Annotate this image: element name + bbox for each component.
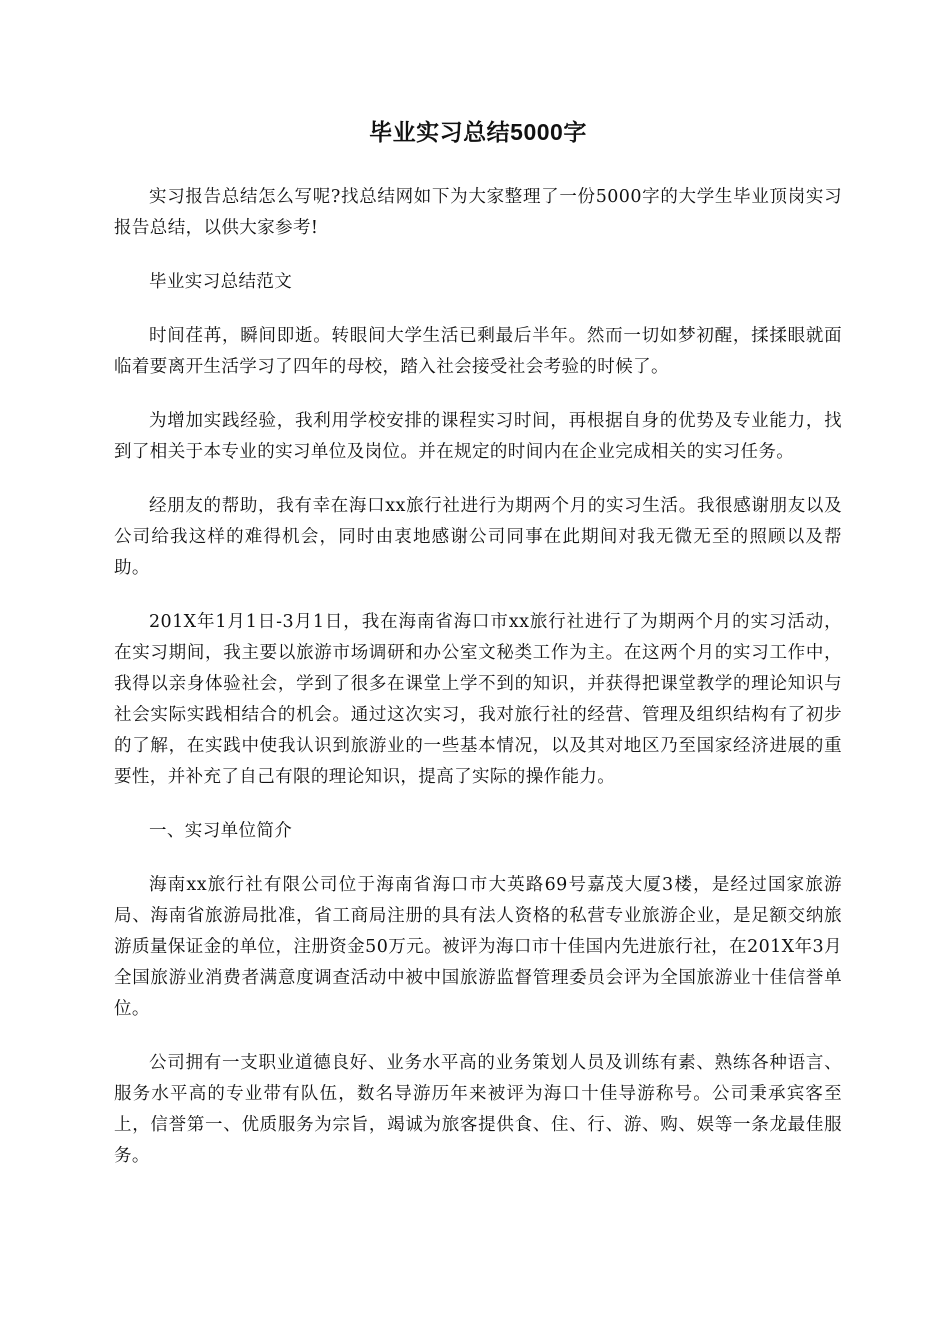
body-paragraph: 经朋友的帮助，我有幸在海口xx旅行社进行为期两个月的实习生活。我很感谢朋友以及公司给我这样的难得机会，同时由衷地感谢公司同事在此期间对我无微无至的照顾以及帮助。 (114, 496, 842, 578)
body-paragraph: 公司拥有一支职业道德良好、业务水平高的业务策划人员及训练有素、熟练各种语言、服务水平高的专业带有队伍，数名导游历年来被评为海口十佳导游称号。公司秉承宾客至上，信誉第一、优质服务为宗旨，竭诚为旅客提供食、住、行、游、购、娱等一条龙最佳服务。 (114, 1053, 842, 1166)
document-title: 毕业实习总结5000字 (369, 119, 587, 145)
body-paragraph: 海南xx旅行社有限公司位于海南省海口市大英路69号嘉茂大厦3楼，是经过国家旅游局、海南省旅游局批准，省工商局注册的具有法人资格的私营专业旅游企业，是足额交纳旅游质量保证金的单位，注册资金50万元。被评为海口市十佳国内先进旅行社，在201X年3月全国旅游业消费者满意度调查活动中被中国旅游监督管理委员会评为全国旅游业十佳信誉单位。 (114, 875, 842, 1019)
section-heading-sample: 毕业实习总结范文 (149, 272, 293, 292)
intro-paragraph: 实习报告总结怎么写呢?找总结网如下为大家整理了一份5000字的大学生毕业顶岗实习报告总结，以供大家参考! (114, 187, 842, 238)
body-paragraph: 201X年1月1日-3月1日，我在海南省海口市xx旅行社进行了为期两个月的实习活动，在实习期间，我主要以旅游市场调研和办公室文秘类工作为主。在这两个月的实习工作中，我得以亲身体验社会，学到了很多在课堂上学不到的知识，并获得把课堂教学的理论知识与社会实际实践相结合的机会。通过这次实习，我对旅行社的经营、管理及组织结构有了初步的了解，在实践中使我认识到旅游业的一些基本情况，以及其对地区乃至国家经济进展的重要性，并补充了自己有限的理论知识，提高了实际的操作能力。 (114, 612, 842, 787)
body-paragraph: 时间荏苒，瞬间即逝。转眼间大学生活已剩最后半年。然而一切如梦初醒，揉揉眼就面临着要离开生活学习了四年的母校，踏入社会接受社会考验的时候了。 (114, 326, 842, 377)
section-heading-company: 一、实习单位简介 (149, 821, 293, 841)
document-page (114, 112, 842, 1195)
body-paragraph: 为增加实践经验，我利用学校安排的课程实习时间，再根据自身的优势及专业能力，找到了相关于本专业的实习单位及岗位。并在规定的时间内在企业完成相关的实习任务。 (114, 411, 842, 462)
